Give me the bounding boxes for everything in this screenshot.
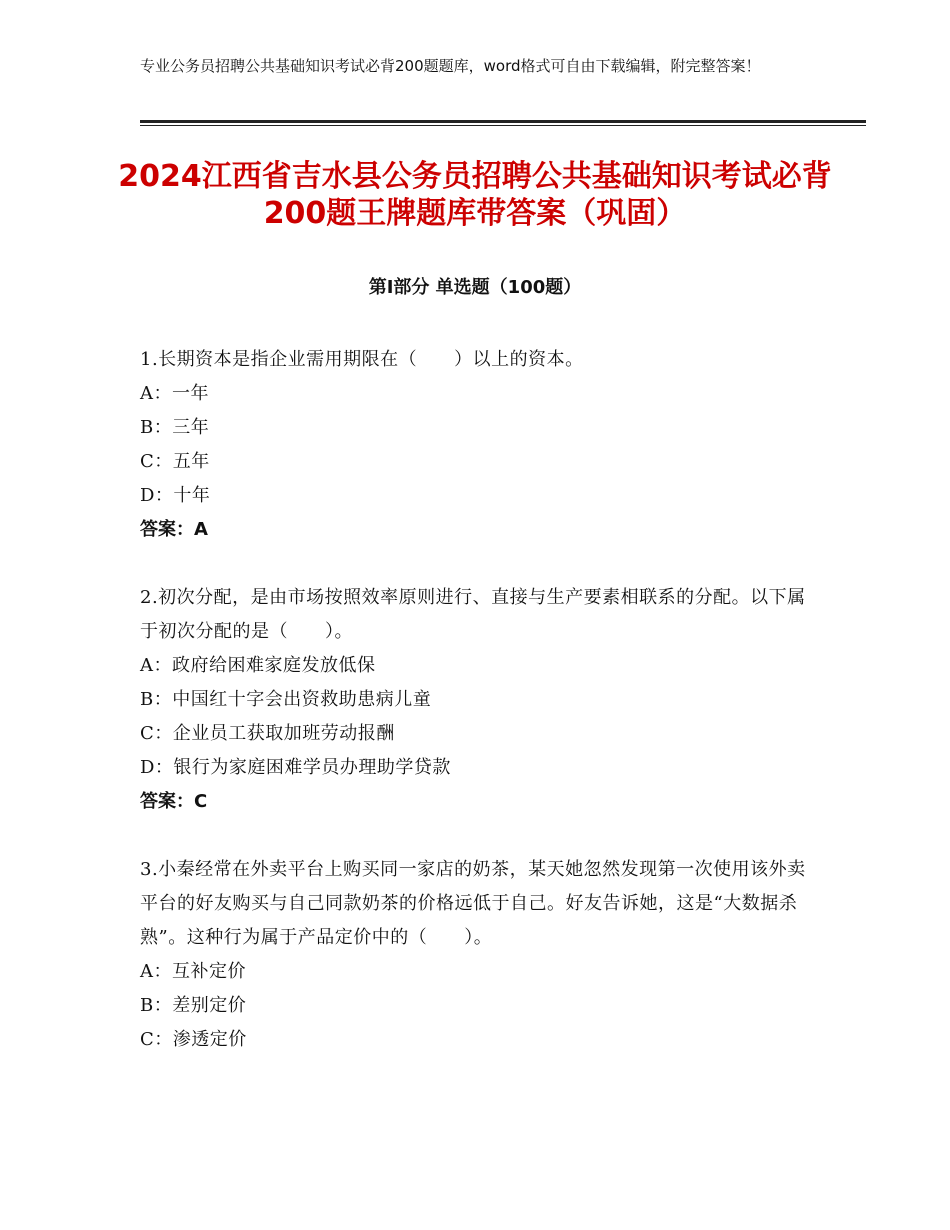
question-stem: 1.长期资本是指企业需用期限在（ ）以上的资本。 <box>140 349 584 370</box>
question-1 <box>140 343 810 547</box>
option-a: A：政府给困难家庭发放低保 <box>140 655 376 676</box>
question-2 <box>140 581 810 819</box>
question-list <box>140 343 810 1091</box>
question-stem: 2.初次分配，是由市场按照效率原则进行、直接与生产要素相联系的分配。以下属于初次分配的是（ ）。 <box>140 587 806 642</box>
option-c: C：企业员工获取加班劳动报酬 <box>140 723 395 744</box>
option-d: D：银行为家庭困难学员办理助学贷款 <box>140 757 451 778</box>
option-b: B：差别定价 <box>140 995 247 1016</box>
document-title: 2024江西省吉水县公务员招聘公共基础知识考试必背200题王牌题库带答案（巩固） <box>118 159 832 231</box>
option-a: A：一年 <box>140 383 209 404</box>
option-b: B：三年 <box>140 417 210 438</box>
header-divider-thick <box>140 120 866 123</box>
header-divider-thin <box>140 125 866 126</box>
option-d: D：十年 <box>140 485 211 506</box>
question-stem: 3.小秦经常在外卖平台上购买同一家店的奶茶，某天她忽然发现第一次使用该外卖平台的好友购买与自己同款奶茶的价格远低于自己。好友告诉她，这是“大数据杀熟”。这种行为属于产品定价中的（ ）。 <box>140 859 806 948</box>
option-c: C：渗透定价 <box>140 1029 247 1050</box>
option-b: B：中国红十字会出资救助患病儿童 <box>140 689 432 710</box>
header-note: 专业公务员招聘公共基础知识考试必背200题题库，word格式可自由下载编辑，附完整答案！ <box>140 57 761 75</box>
answer-line: 答案：C <box>140 791 208 812</box>
section-title: 第Ⅰ部分 单选题（100题） <box>368 277 582 298</box>
question-3 <box>140 853 810 1057</box>
answer-line: 答案：A <box>140 519 208 540</box>
option-a: A：互补定价 <box>140 961 246 982</box>
option-c: C：五年 <box>140 451 210 472</box>
